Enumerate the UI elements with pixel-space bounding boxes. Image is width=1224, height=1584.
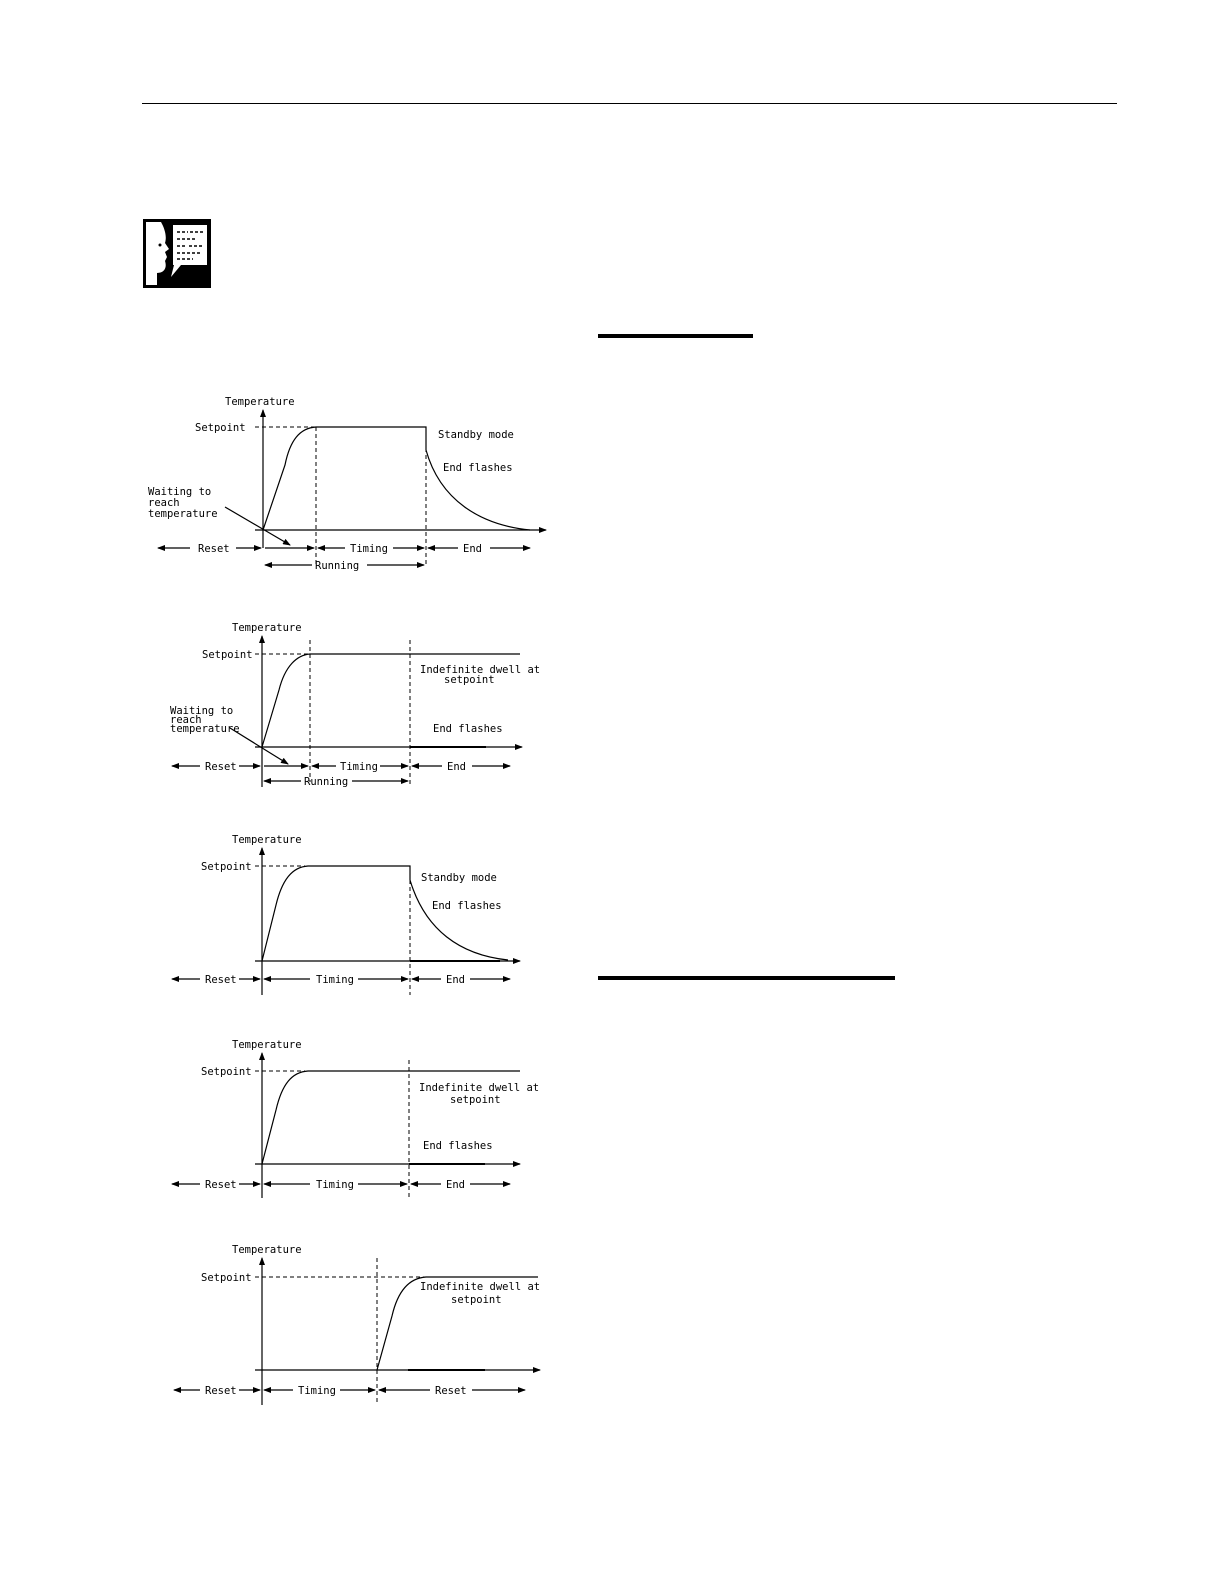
wait-label-line: reach bbox=[148, 497, 180, 509]
phase-running: Running bbox=[304, 776, 349, 788]
setpoint-label: Setpoint bbox=[201, 1272, 252, 1284]
y-axis-label: Temperature bbox=[232, 1244, 302, 1256]
setpoint-label: Setpoint bbox=[201, 1066, 252, 1078]
diagram-5 bbox=[174, 1244, 540, 1405]
temperature-curve bbox=[263, 427, 530, 530]
diagram-4 bbox=[172, 1039, 539, 1198]
annotation-dwell-2: setpoint bbox=[444, 674, 495, 686]
phase-timing: Timing bbox=[350, 543, 388, 555]
phase-reset: Reset bbox=[205, 1179, 237, 1191]
diagram-1 bbox=[148, 396, 546, 572]
phase-reset: Reset bbox=[205, 1385, 237, 1397]
annotation-end-flashes: End flashes bbox=[433, 723, 503, 735]
annotation-dwell-2: setpoint bbox=[451, 1294, 502, 1306]
wait-label-line: temperature bbox=[148, 508, 218, 520]
y-axis-label: Temperature bbox=[225, 396, 295, 408]
setpoint-label: Setpoint bbox=[202, 649, 253, 661]
phase-timing: Timing bbox=[340, 761, 378, 773]
wait-label-line: Waiting to bbox=[148, 486, 212, 498]
wait-label-line: temperature bbox=[170, 723, 240, 735]
wait-label-line: reach bbox=[170, 714, 202, 726]
phase-reset-right: Reset bbox=[435, 1385, 467, 1397]
y-axis-label: Temperature bbox=[232, 834, 302, 846]
annotation-end-flashes: End flashes bbox=[432, 900, 502, 912]
y-axis-label: Temperature bbox=[232, 622, 302, 634]
phase-timing: Timing bbox=[316, 1179, 354, 1191]
annotation-end-flashes: End flashes bbox=[443, 462, 513, 474]
setpoint-label: Setpoint bbox=[201, 861, 252, 873]
phase-reset: Reset bbox=[205, 761, 237, 773]
y-axis-label: Temperature bbox=[232, 1039, 302, 1051]
phase-end: End bbox=[463, 543, 482, 555]
wait-pointer bbox=[225, 507, 290, 545]
phase-running: Running bbox=[315, 560, 360, 572]
wait-pointer bbox=[230, 728, 288, 764]
phase-reset: Reset bbox=[198, 543, 230, 555]
annotation-standby: Standby mode bbox=[421, 872, 497, 884]
annotation-dwell-2: setpoint bbox=[450, 1094, 501, 1106]
annotation-dwell: Indefinite dwell at bbox=[420, 664, 541, 676]
phase-timing: Timing bbox=[316, 974, 354, 986]
phase-end: End bbox=[447, 761, 466, 773]
diagram-3 bbox=[172, 834, 520, 995]
phase-end: End bbox=[446, 1179, 465, 1191]
annotation-dwell: Indefinite dwell at bbox=[420, 1281, 541, 1293]
diagram-2 bbox=[170, 622, 540, 788]
wait-label-line: Waiting to bbox=[170, 705, 234, 717]
annotation-standby: Standby mode bbox=[438, 429, 514, 441]
annotation-dwell: Indefinite dwell at bbox=[419, 1082, 540, 1094]
setpoint-label: Setpoint bbox=[195, 422, 246, 434]
phase-end: End bbox=[446, 974, 465, 986]
phase-timing: Timing bbox=[298, 1385, 336, 1397]
annotation-end-flashes: End flashes bbox=[423, 1140, 493, 1152]
phase-reset: Reset bbox=[205, 974, 237, 986]
